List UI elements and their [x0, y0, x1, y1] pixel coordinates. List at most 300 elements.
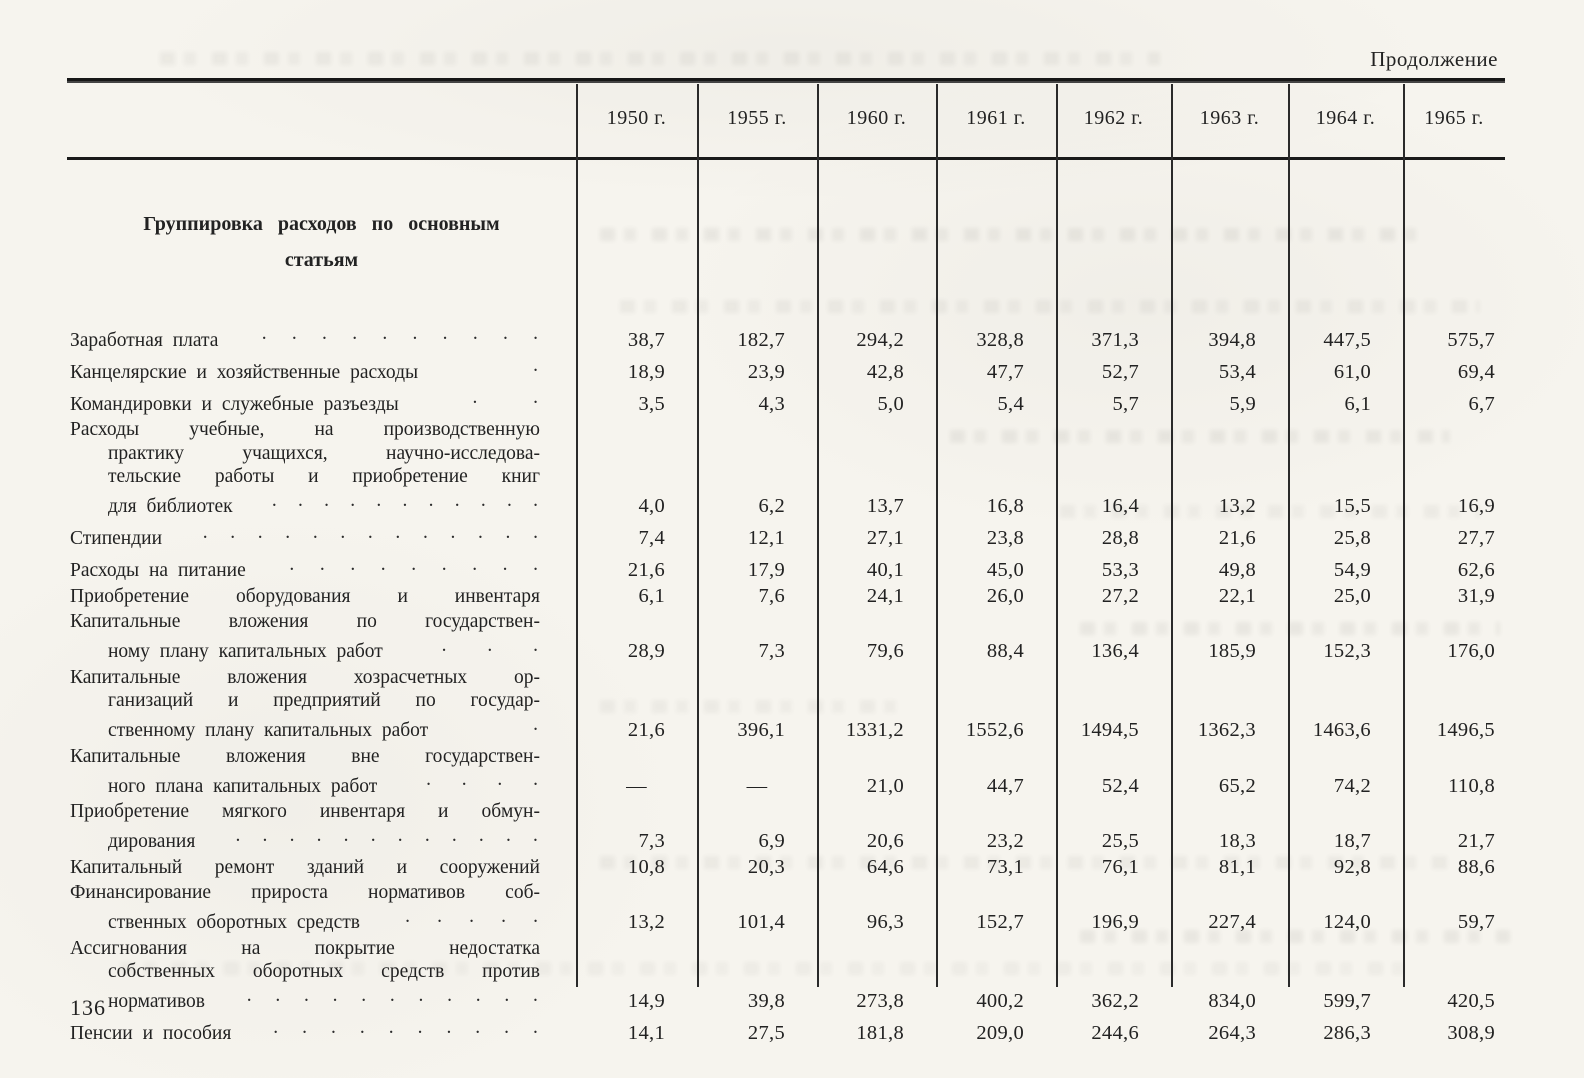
leader-dot: . — [230, 521, 236, 543]
leader-dot: . — [533, 521, 538, 543]
leader-dot: . — [442, 323, 448, 344]
label-line — [70, 824, 540, 854]
stub-title-line1: Группировка расходов по основным — [143, 213, 500, 235]
leader-dot: . — [285, 521, 291, 543]
value-cell: 6,1 — [638, 584, 665, 607]
value-cell: 42,8 — [866, 360, 904, 383]
leader-dot: . — [472, 387, 478, 408]
label-line — [70, 386, 540, 416]
leader-dot: . — [533, 355, 538, 376]
value-cell: 96,3 — [866, 911, 904, 933]
value-cell: 53,3 — [1101, 559, 1139, 581]
label-text: Командировки и служебные разъезды — [70, 393, 399, 415]
label-line: Капитальный ремонт зданий и сооружений — [70, 856, 540, 878]
label-line — [70, 768, 540, 798]
leader-dot: . — [475, 1016, 481, 1038]
label-line — [70, 489, 540, 519]
leader-dot: . — [446, 1016, 452, 1038]
year-header: 1965 г. — [1424, 106, 1484, 129]
value-cell: 371,3 — [1091, 328, 1139, 351]
leader-dots — [213, 824, 538, 848]
label-line: Капитальные вложения вне государствен- — [70, 745, 540, 767]
value-cell: 6,9 — [758, 830, 785, 852]
value-cell: 14,9 — [627, 990, 665, 1012]
row-label — [67, 800, 576, 854]
leader-dot: . — [332, 984, 338, 1006]
value-cell: 182,7 — [737, 328, 785, 351]
value-cell: 40,1 — [866, 559, 904, 581]
leader-dot: . — [350, 489, 356, 511]
table-row — [67, 585, 1505, 609]
value-cell: 53,4 — [1218, 360, 1256, 383]
value-cell: 152,7 — [976, 911, 1024, 933]
table-row — [67, 418, 1505, 519]
value-cell: 25,5 — [1101, 830, 1139, 852]
value-cell: 396,1 — [737, 719, 785, 741]
value-cell: 21,7 — [1457, 830, 1495, 852]
value-cell: 394,8 — [1208, 328, 1256, 351]
leader-dot: . — [450, 521, 456, 543]
leader-dot: . — [291, 323, 297, 344]
leader-dot: . — [472, 553, 478, 575]
value-cell: 6,2 — [758, 495, 785, 517]
leader-dot: . — [501, 905, 506, 927]
value-cell: 362,2 — [1091, 990, 1139, 1012]
row-label — [67, 418, 576, 519]
leader-dot: . — [352, 323, 358, 344]
value-cell: 400,2 — [976, 990, 1024, 1012]
row-label — [67, 386, 576, 416]
leader-dot: . — [478, 521, 483, 543]
leader-dot: . — [316, 824, 322, 846]
value-cell: 227,4 — [1208, 911, 1256, 933]
year-header: 1950 г. — [606, 106, 667, 129]
value-cell: 26,0 — [986, 584, 1024, 607]
value-cell: 23,2 — [986, 830, 1024, 852]
value-cell: 27,2 — [1101, 584, 1139, 607]
table-row — [67, 1016, 1505, 1046]
label-line: Приобретение оборудования и инвентаря — [70, 585, 540, 607]
value-cell: 27,5 — [747, 1022, 785, 1044]
leader-dot: . — [304, 984, 309, 1006]
leader-dot: . — [273, 1016, 279, 1038]
value-cell: 18,7 — [1333, 830, 1371, 852]
value-cell: 12,1 — [747, 527, 785, 549]
leader-dot: . — [417, 1016, 423, 1038]
leader-dot: . — [533, 1016, 538, 1038]
value-cell: 23,8 — [986, 527, 1024, 549]
label-text: ного плана капитальных работ — [108, 775, 378, 797]
value-cell: 5,9 — [1229, 392, 1256, 415]
label-line: Расходы учебные, на производственную — [70, 419, 540, 440]
leader-dot: . — [469, 905, 474, 927]
leader-dot: . — [411, 553, 417, 575]
label-line: собственных оборотных средств против — [108, 961, 540, 982]
leader-dot: . — [367, 521, 373, 543]
table-row — [67, 521, 1505, 551]
leader-dot: . — [302, 1016, 308, 1038]
value-cell: 74,2 — [1333, 774, 1371, 797]
leader-dot: . — [437, 905, 442, 927]
value-cell: 49,8 — [1218, 559, 1256, 581]
leader-dot: . — [533, 553, 538, 575]
value-cell: 18,3 — [1218, 830, 1256, 852]
row-label — [67, 745, 576, 799]
leader-dot: . — [497, 769, 503, 790]
table-row — [67, 745, 1505, 799]
leader-dots — [436, 354, 538, 378]
table-header-rule — [67, 157, 1505, 160]
row-label — [67, 881, 576, 935]
table-body — [67, 206, 1505, 1044]
value-cell: 209,0 — [976, 1022, 1024, 1044]
leader-dot: . — [533, 905, 538, 927]
value-cell: 28,8 — [1101, 527, 1139, 549]
value-cell: 23,9 — [747, 360, 785, 383]
value-cell: 59,7 — [1457, 911, 1495, 933]
value-cell: 81,1 — [1218, 855, 1256, 878]
leader-dot: . — [412, 323, 418, 344]
label-text: дирования — [108, 831, 196, 852]
leader-dots — [378, 905, 538, 929]
value-cell: 65,2 — [1218, 774, 1256, 797]
value-cell: 5,4 — [997, 392, 1024, 415]
leader-dots — [401, 634, 538, 658]
value-cell: 16,9 — [1457, 495, 1495, 517]
label-line: Финансирование прироста нормативов соб- — [70, 882, 540, 903]
table-row — [67, 386, 1505, 416]
leader-dots — [236, 322, 538, 346]
row-label — [67, 585, 576, 609]
value-cell: 185,9 — [1208, 640, 1256, 662]
leader-dot: . — [478, 824, 484, 846]
value-cell: 13,2 — [1218, 495, 1256, 517]
leader-dot: . — [343, 824, 349, 846]
leader-dot: . — [428, 489, 434, 511]
value-cell: 21,6 — [627, 719, 665, 741]
table-rows — [67, 322, 1505, 1046]
table-row — [67, 881, 1505, 935]
value-cell: 21,6 — [1218, 527, 1256, 549]
value-cell: 27,1 — [866, 527, 904, 549]
value-cell: 88,4 — [986, 640, 1024, 662]
value-cell: 64,6 — [866, 855, 904, 878]
value-cell: 176,0 — [1447, 640, 1495, 662]
label-text: Расходы на питание — [70, 560, 246, 581]
leader-dots — [417, 386, 538, 410]
leader-dot: . — [275, 984, 281, 1006]
leader-dot: . — [533, 824, 538, 846]
leader-dot: . — [505, 824, 511, 846]
leader-dots — [446, 713, 538, 737]
leader-dot: . — [533, 387, 538, 408]
table-row — [67, 610, 1505, 664]
value-cell: 17,9 — [747, 559, 785, 581]
label-text: Заработная плата — [70, 329, 219, 351]
value-cell: 18,9 — [627, 360, 665, 383]
leader-dot: . — [395, 521, 401, 543]
leader-dot: . — [331, 1016, 336, 1038]
value-cell: 21,6 — [627, 559, 665, 581]
value-cell: 5,7 — [1112, 392, 1139, 415]
table-row — [67, 937, 1505, 1014]
value-cell: 13,2 — [627, 911, 665, 933]
value-cell: 79,6 — [866, 640, 904, 662]
value-cell: 13,7 — [866, 495, 904, 517]
value-cell: 88,6 — [1457, 855, 1495, 878]
table-row — [67, 354, 1505, 384]
value-cell: 14,1 — [627, 1022, 665, 1044]
value-cell: 124,0 — [1323, 911, 1371, 933]
value-cell: 25,0 — [1333, 584, 1371, 607]
value-cell: 3,5 — [638, 392, 665, 415]
value-cell: 52,4 — [1101, 774, 1139, 797]
leader-dot: . — [426, 769, 431, 790]
leader-dot: . — [533, 713, 538, 735]
leader-dot: . — [262, 824, 268, 846]
value-cell: 447,5 — [1323, 328, 1371, 351]
leader-dot: . — [533, 634, 538, 656]
label-text: Пенсии и пособия — [70, 1023, 232, 1044]
value-cell: 16,4 — [1101, 495, 1139, 517]
label-line — [70, 553, 540, 583]
value-cell: 92,8 — [1333, 855, 1371, 878]
value-cell: 273,8 — [856, 990, 904, 1012]
row-label — [67, 937, 576, 1014]
value-cell: 52,7 — [1101, 360, 1139, 383]
leader-dot: . — [447, 984, 452, 1006]
value-cell: — — [626, 774, 647, 797]
leader-dot: . — [533, 984, 538, 1006]
leader-dots — [264, 553, 538, 577]
leader-dot: . — [504, 984, 510, 1006]
label-line — [70, 634, 540, 664]
row-label — [67, 666, 576, 743]
label-line — [70, 713, 540, 743]
leader-dot: . — [380, 553, 386, 575]
value-cell: — — [746, 774, 768, 797]
label-line — [70, 1016, 540, 1046]
leader-dot: . — [461, 769, 467, 790]
value-cell: 20,6 — [866, 830, 904, 852]
table-row — [67, 553, 1505, 583]
leader-dot: . — [504, 1016, 510, 1038]
leader-dot: . — [235, 824, 241, 846]
leader-dot: . — [441, 553, 447, 575]
leader-dot: . — [487, 634, 493, 656]
value-cell: 22,1 — [1218, 584, 1256, 607]
leader-dot: . — [246, 984, 252, 1006]
leader-dot: . — [533, 489, 538, 511]
label-line — [70, 521, 540, 551]
value-cell: 181,8 — [856, 1022, 904, 1044]
value-cell: 4,3 — [758, 392, 785, 415]
value-cell: 244,6 — [1091, 1022, 1139, 1044]
continuation-label: Продолжение — [1370, 47, 1498, 71]
value-cell: 294,2 — [856, 328, 904, 351]
leader-dot: . — [297, 489, 303, 511]
leader-dot: . — [502, 323, 508, 344]
leader-dot: . — [388, 1016, 394, 1038]
leader-dots — [223, 984, 538, 1008]
year-header: 1964 г. — [1315, 106, 1376, 129]
label-text: Стипендии — [70, 528, 163, 549]
leader-dot: . — [424, 824, 430, 846]
value-cell: 1494,5 — [1080, 719, 1139, 741]
leader-dot: . — [324, 489, 329, 511]
label-line: ганизаций и предприятий по государ- — [108, 690, 540, 711]
value-cell: 110,8 — [1448, 774, 1495, 797]
value-cell: 73,1 — [986, 855, 1024, 878]
value-cell: 7,4 — [638, 527, 665, 549]
label-text: нормативов — [108, 991, 205, 1012]
leader-dots — [180, 521, 538, 545]
value-cell: 69,4 — [1457, 360, 1495, 383]
value-cell: 101,4 — [737, 911, 785, 933]
value-cell: 286,3 — [1323, 1022, 1371, 1044]
table-row — [67, 666, 1505, 743]
leader-dot: . — [472, 323, 478, 344]
leader-dot: . — [480, 489, 486, 511]
leader-dot: . — [502, 553, 508, 575]
label-line — [70, 354, 540, 384]
row-label — [67, 610, 576, 664]
value-cell: 575,7 — [1447, 328, 1495, 351]
value-cell: 1362,3 — [1197, 719, 1256, 741]
value-cell: 264,3 — [1208, 1022, 1256, 1044]
label-text: ственному плану капитальных работ — [108, 720, 429, 741]
value-cell: 1331,2 — [845, 719, 904, 741]
label-line — [70, 984, 540, 1014]
value-cell: 10,8 — [627, 855, 665, 878]
value-cell: 152,3 — [1323, 640, 1371, 662]
value-cell: 27,7 — [1457, 527, 1495, 549]
leader-dot: . — [475, 984, 481, 1006]
value-cell: 7,3 — [638, 830, 665, 852]
leader-dot: . — [257, 521, 263, 543]
leader-dot: . — [405, 905, 410, 927]
row-label — [67, 354, 576, 384]
value-cell: 45,0 — [986, 559, 1024, 581]
leader-dot: . — [340, 521, 346, 543]
value-cell: 196,9 — [1091, 911, 1139, 933]
leader-dot: . — [505, 521, 511, 543]
table-row — [67, 322, 1505, 352]
value-cell: 54,9 — [1333, 559, 1371, 581]
row-label — [67, 521, 576, 551]
leader-dot: . — [451, 824, 457, 846]
value-cell: 5,0 — [877, 392, 904, 415]
leader-dot: . — [397, 824, 403, 846]
year-header: 1961 г. — [966, 106, 1026, 129]
label-line: практику учащихся, научно-исследова- — [108, 442, 540, 464]
leader-dot: . — [370, 824, 376, 846]
year-header: 1955 г. — [727, 106, 787, 129]
value-cell: 21,0 — [866, 774, 904, 797]
value-cell: 7,3 — [758, 640, 785, 662]
leader-dot: . — [319, 553, 325, 575]
value-cell: 61,0 — [1333, 360, 1371, 383]
leader-dot: . — [376, 489, 382, 511]
row-label — [67, 553, 576, 583]
value-cell: 25,8 — [1333, 527, 1371, 549]
leader-dot: . — [389, 984, 395, 1006]
value-cell: 44,7 — [986, 774, 1024, 797]
value-cell: 38,7 — [627, 328, 665, 351]
value-cell: 4,0 — [638, 495, 665, 517]
value-cell: 20,3 — [747, 855, 785, 878]
value-cell: 136,4 — [1091, 640, 1139, 662]
leader-dot: . — [312, 521, 318, 543]
table-row — [67, 800, 1505, 854]
label-line: Капитальные вложения хозрасчетных ор- — [70, 666, 540, 688]
label-line: тельские работы и приобретение книг — [108, 466, 540, 487]
leader-dot: . — [418, 984, 424, 1006]
value-cell: 420,5 — [1447, 990, 1495, 1012]
leader-dot: . — [261, 323, 267, 344]
leader-dot: . — [289, 553, 295, 575]
value-cell: 47,7 — [986, 360, 1024, 383]
value-cell: 328,8 — [976, 328, 1024, 351]
leader-dot: . — [382, 323, 388, 344]
label-line: Капитальные вложения по государствен- — [70, 611, 540, 632]
value-cell: 1552,6 — [965, 719, 1024, 741]
value-cell: 62,6 — [1457, 559, 1495, 581]
year-header: 1962 г. — [1083, 106, 1144, 129]
label-line — [70, 905, 540, 935]
label-line: Приобретение мягкого инвентаря и обмун- — [70, 801, 540, 822]
page-number: 136 — [70, 995, 106, 1020]
leader-dot: . — [533, 323, 538, 344]
label-line — [70, 322, 540, 352]
value-cell: 24,1 — [866, 584, 904, 607]
expenditure-table — [67, 78, 1505, 1044]
leader-dot: . — [361, 984, 367, 1006]
value-cell: 308,9 — [1447, 1022, 1495, 1044]
label-text: ному плану капитальных работ — [108, 641, 383, 662]
value-cell: 39,8 — [747, 990, 785, 1012]
leader-dot: . — [322, 323, 327, 344]
leader-dots — [395, 768, 538, 792]
leader-dot: . — [359, 1016, 365, 1038]
leader-dot: . — [289, 824, 295, 846]
value-cell: 599,7 — [1323, 990, 1371, 1012]
leader-dot: . — [533, 769, 538, 790]
row-label — [67, 322, 576, 352]
value-cell: 1496,5 — [1436, 719, 1495, 741]
year-header: 1963 г. — [1199, 106, 1260, 129]
leader-dots — [251, 489, 538, 513]
stub-title-line2: статьям — [284, 249, 359, 271]
leader-dot: . — [350, 553, 356, 575]
value-cell: 6,1 — [1344, 392, 1371, 415]
leader-dot: . — [441, 634, 447, 656]
leader-dot: . — [454, 489, 460, 511]
leader-dots — [249, 1016, 538, 1040]
leader-dot: . — [422, 521, 428, 543]
row-label — [67, 856, 576, 880]
value-cell: 15,5 — [1333, 495, 1371, 517]
value-cell: 7,6 — [758, 584, 785, 607]
leader-dot: . — [402, 489, 408, 511]
value-cell: 1463,6 — [1312, 719, 1371, 741]
value-cell: 16,8 — [986, 495, 1024, 517]
bleedthrough-artifact — [160, 52, 1160, 65]
label-text: для библиотек — [108, 496, 233, 517]
year-header: 1960 г. — [846, 106, 907, 129]
value-cell: 6,7 — [1468, 392, 1495, 415]
table-row — [67, 856, 1505, 880]
